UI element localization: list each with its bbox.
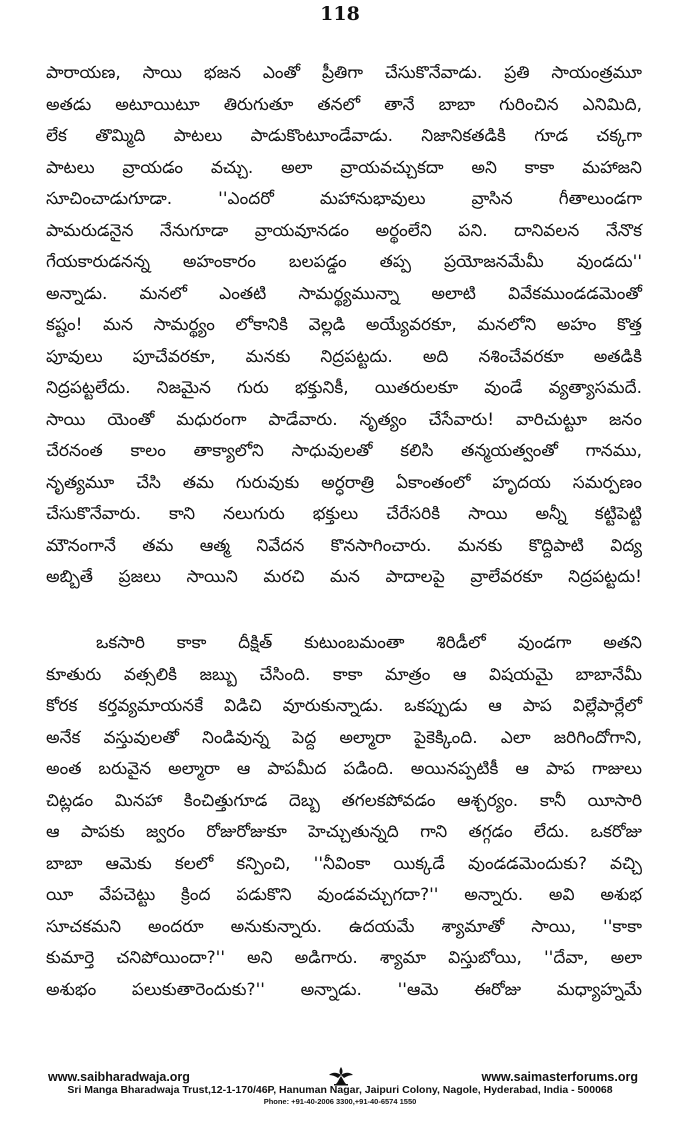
text-line: సాయి యెంతో మధురంగా పాడేవారు. నృత్యం చేసేవారు! వారిచుట్టూ జనం: [46, 409, 642, 430]
text-line: చేసుకొనేవారు. కాని నలుగురు భక్తులు చేరేసరికి సాయి అన్నీ కట్టిపెట్టి: [46, 504, 642, 524]
text-line: పూవులు పూచేవరకూ, మనకు నిద్రపట్టదు. అది నశించేవరకూ అతడికి: [46, 346, 642, 367]
text-line: అశుభం పలుకుతారెందుకు?'' అన్నాడు. ''ఆమె ఈరోజు మధ్యాహ్నమే: [46, 979, 642, 1000]
text-line: కుమార్తె చనిపోయిందా?'' అని అడిగారు. శ్యామా విస్తుబోయి, ''దేవా, అలా: [46, 948, 642, 968]
text-line: అతడు అటూయిటూ తిరుగుతూ తనలో తానే బాబా గురించిన ఎనిమిది,: [46, 94, 642, 115]
ornament-emblem-icon: [326, 1066, 356, 1086]
text-line: అనేక వస్తువులతో నిండివున్న పెద్ద అల్మారా పైకెక్కింది. ఎలా జరిగిందోగాని,: [46, 727, 642, 748]
text-line: నృత్యమూ చేసి తమ గురువుకు అర్ధరాత్రి ఏకాంతంలో హృదయ సమర్పణం: [46, 472, 642, 493]
text-line: చిట్లడం మినహా కించిత్తుగూడ దెబ్బ తగలకపోవడం ఆశ్చర్యం. కానీ యీసారి: [46, 790, 642, 811]
page-number: 118: [320, 3, 360, 25]
text-line: కూతురు వత్సలికి జబ్బు చేసింది. కాకా మాత్రం ఆ విషయమై బాబానేమీ: [46, 664, 642, 685]
text-line: ఆ పాపకు జ్వరం రోజురోజుకూ హెచ్చుతున్నది గాని తగ్గడం లేదు. ఒకరోజు: [46, 822, 642, 842]
text-line: పాటలు వ్రాయడం వచ్చు. అలా వ్రాయవచ్చుకదా అని కాకా మహాజని: [46, 157, 642, 178]
text-line: అబ్బితే ప్రజలు సాయిని మరచి మన పాదాలపై వ్రాలేవరకూ నిద్రపట్టదు!: [46, 567, 642, 587]
text-line: అన్నాడు. మనలో ఎంతటి సామర్థ్యమున్నా అలాటి వివేకముండడమెంతో: [46, 283, 642, 304]
text-line: గేయకారుడనన్న అహంకారం బలపడ్డం తప్ప ప్రయోజనమేమీ వుండదు'': [46, 252, 642, 272]
footer-address: Sri Manga Bharadwaja Trust,12-1-170/46P, Hanuman Nagar, Jaipuri Colony, Nagole, Hyderabad, India - 500068: [67, 1084, 613, 1096]
text-line: చేరనంత కాలం తాక్యాలోని సాధువులతో కలిసి తన్మయత్వంతో గానము,: [46, 441, 642, 461]
text-line: మౌనంగానే తమ ఆత్మ నివేదన కొనసాగించారు. మనకు కొద్దిపాటి విద్య: [46, 535, 642, 556]
footer-phone: Phone: +91-40-2006 3300,+91-40-6574 1550: [263, 1097, 417, 1106]
text-line: కష్టం! మన సామర్థ్యం లోకానికి వెల్లడి అయ్యేవరకూ, మనలోని అహం కొత్త: [46, 315, 642, 335]
text-line: పామరుడనైన నేనుగూడా వ్రాయవూనడం అర్థంలేని పని. దానివలన నేనొక: [46, 220, 642, 241]
text-line: యీ వేపచెట్టు క్రింద పడుకొని వుండవచ్చుగదా?'' అన్నారు. అవి అశుభ: [46, 885, 642, 905]
page-footer: [0, 1066, 680, 1122]
footer-right-url[interactable]: www.saimasterforums.org: [481, 1070, 638, 1084]
text-line: లేక తొమ్మిది పాటలు పాడుకొంటూండేవాడు. నిజానికతడికి గూడ చక్కగా: [46, 126, 642, 146]
text-line: ఒకసారి కాకా దీక్షిత్ కుటుంబమంతా శిరిడీలో వుండగా అతని: [96, 633, 642, 653]
text-line: సూచించాడుగూడా. ''ఎందరో మహానుభావులు వ్రాసిన గీతాలుండగా: [46, 189, 642, 209]
text-line: నిద్రపట్టలేదు. నిజమైన గురు భక్తునికీ, యితరులకూ వుండే వ్యత్యాసమదే.: [46, 378, 642, 398]
text-line: పారాయణ, సాయి భజన ఎంతో ప్రీతిగా చేసుకొనేవాడు. ప్రతి సాయంత్రమూ: [46, 63, 642, 83]
text-line: బాబా ఆమెకు కలలో కన్పించి, ''నీవింకా యిక్కడే వుండడమెందుకు? వచ్చి: [46, 853, 642, 874]
paragraph-2: [46, 628, 642, 1006]
paragraph-1: [46, 58, 642, 594]
text-line: కోరక కర్తవ్యమాయనకే విడిచి వూరుకున్నాడు. ఒకప్పుడు ఆ పాప విల్లేపార్లేలో: [46, 696, 642, 716]
text-line: అంత బరువైన అల్మారా ఆ పాపమీద పడింది. అయినప్పటికీ ఆ పాప గాజులు: [46, 759, 642, 779]
text-line: సూచకమని అందరూ అనుకున్నారు. ఉదయమే శ్యామాతో సాయి, ''కాకా: [46, 916, 642, 937]
footer-left-url[interactable]: www.saibharadwaja.org: [48, 1070, 190, 1084]
